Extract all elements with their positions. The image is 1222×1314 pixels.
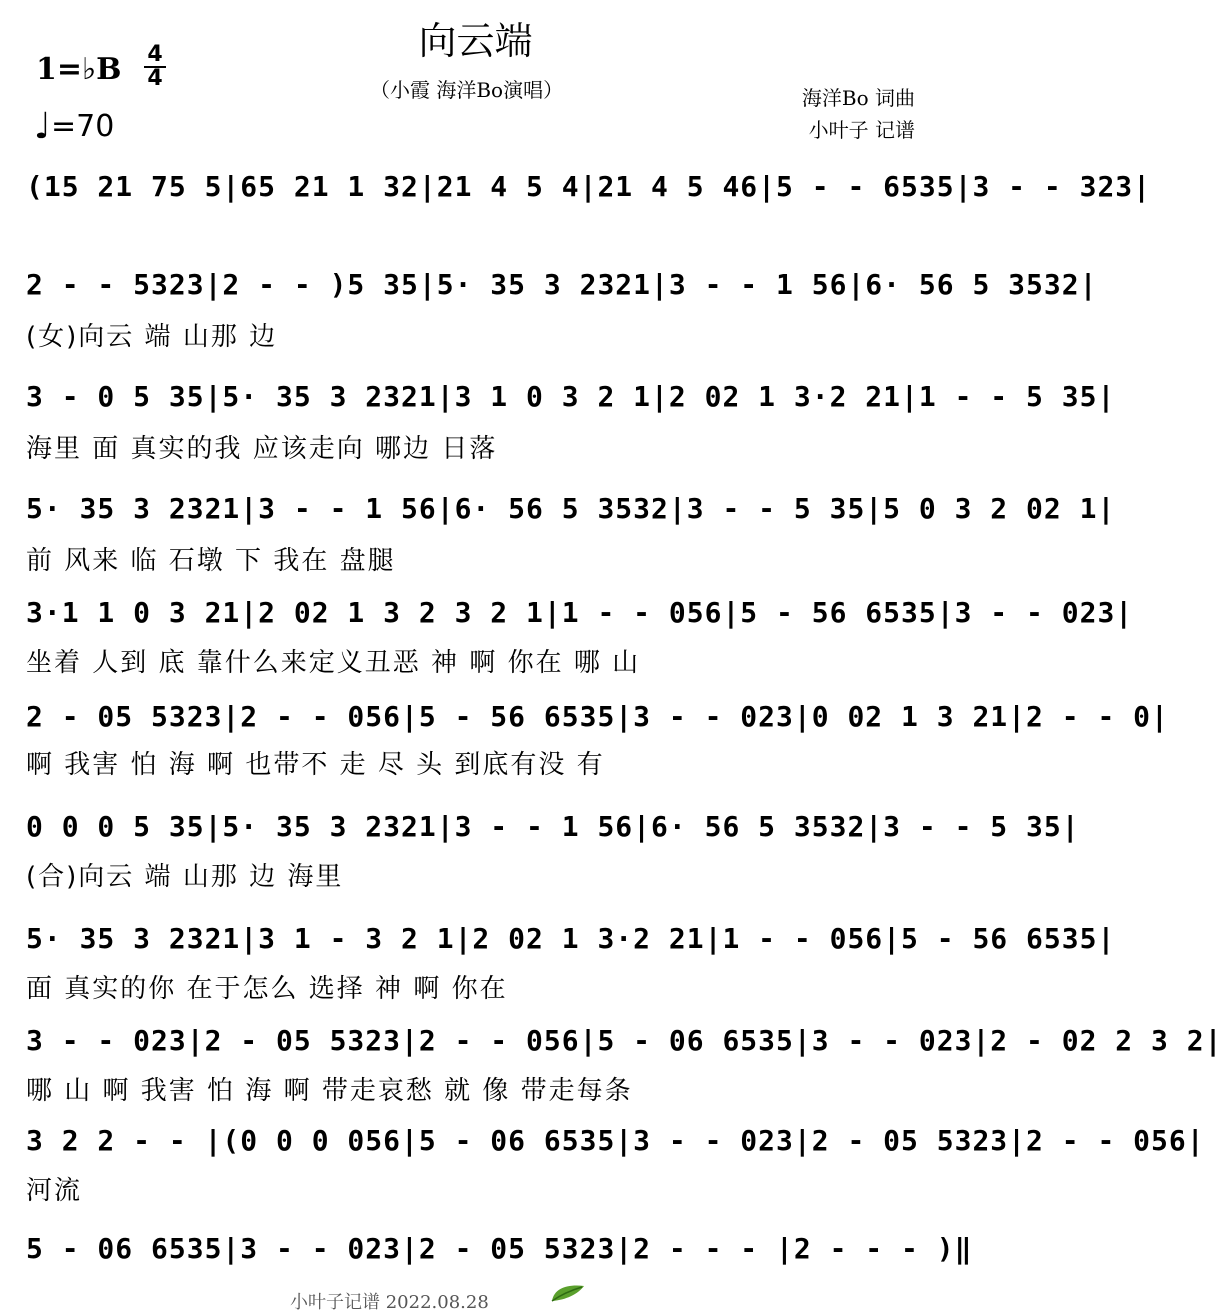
score-line-3-lyrics: 海里 面 真实的我 应该走向 哪边 日落 [26, 434, 498, 464]
score-line-7-lyrics: (合)向云 端 山那 边 海里 [26, 862, 344, 892]
transcriber-footer: 小叶子记谱 2022.08.28 [290, 1292, 489, 1313]
score-line-3-notes: 3 - 0 5 35|5· 35 3 2321|3 1 0 3 2 1|2 02 1 3·2 21|1 - - 5 35| [26, 380, 1116, 413]
key-signature: 1=♭B [36, 52, 122, 87]
time-signature-denominator: 4 [144, 66, 166, 90]
score-line-6-lyrics: 啊 我害 怕 海 啊 也带不 走 尽 头 到底有没 有 [26, 750, 605, 780]
score-line-9-notes: 3 - - 023|2 - 05 5323|2 - - 056|5 - 06 6535|3 - - 023|2 - 02 2 3 2| [26, 1024, 1222, 1057]
score-line-8-lyrics: 面 真实的你 在于怎么 选择 神 啊 你在 [26, 974, 508, 1004]
score-line-10-notes: 3 2 2 - - |(0 0 0 056|5 - 06 6535|3 - - 023|2 - 05 5323|2 - - 056| [26, 1124, 1205, 1157]
singers-credit: （小霞 海洋Bo演唱） [370, 78, 564, 102]
score-line-6-notes: 2 - 05 5323|2 - - 056|5 - 56 6535|3 - - 023|0 02 1 3 21|2 - - 0| [26, 700, 1169, 733]
score-line-8-notes: 5· 35 3 2321|3 1 - 3 2 1|2 02 1 3·2 21|1 - - 056|5 - 56 6535| [26, 922, 1116, 955]
quarter-note-icon: ♩ [34, 106, 51, 147]
composer-credit: 海洋Bo 词曲 [801, 86, 915, 110]
time-signature [144, 44, 166, 90]
score-line-2-notes: 2 - - 5323|2 - - )5 35|5· 35 3 2321|3 - - 1 56|6· 56 5 3532| [26, 268, 1098, 301]
leaf-icon [548, 1282, 588, 1302]
time-signature-numerator: 4 [147, 42, 163, 67]
tempo-marking [34, 104, 114, 145]
score-line-9-lyrics: 哪 山 啊 我害 怕 海 啊 带走哀愁 就 像 带走每条 [26, 1076, 633, 1106]
score-line-1-notes: (15 21 75 5|65 21 1 32|21 4 5 4|21 4 5 46|5 - - 6535|3 - - 323| [26, 170, 1152, 203]
score-line-11-notes: 5 - 06 6535|3 - - 023|2 - 05 5323|2 - - - |2 - - - )‖ [26, 1232, 973, 1265]
score-line-2-lyrics: (女)向云 端 山那 边 [26, 322, 278, 352]
score-line-5-notes: 3·1 1 0 3 21|2 02 1 3 2 3 2 1|1 - - 056|5 - 56 6535|3 - - 023| [26, 596, 1134, 629]
score-line-5-lyrics: 坐着 人到 底 靠什么来定义丑恶 神 啊 你在 哪 山 [26, 648, 641, 678]
transcriber-credit: 小叶子 记谱 [808, 118, 915, 142]
score-line-4-lyrics: 前 风来 临 石墩 下 我在 盘腿 [26, 546, 396, 576]
score-line-4-notes: 5· 35 3 2321|3 - - 1 56|6· 56 5 3532|3 - - 5 35|5 0 3 2 02 1| [26, 492, 1116, 525]
tempo-value: =70 [50, 109, 115, 144]
score-line-10-lyrics: 河流 [26, 1176, 83, 1206]
score-line-7-notes: 0 0 0 5 35|5· 35 3 2321|3 - - 1 56|6· 56 5 3532|3 - - 5 35| [26, 810, 1080, 843]
song-title: 向云端 [418, 19, 533, 63]
